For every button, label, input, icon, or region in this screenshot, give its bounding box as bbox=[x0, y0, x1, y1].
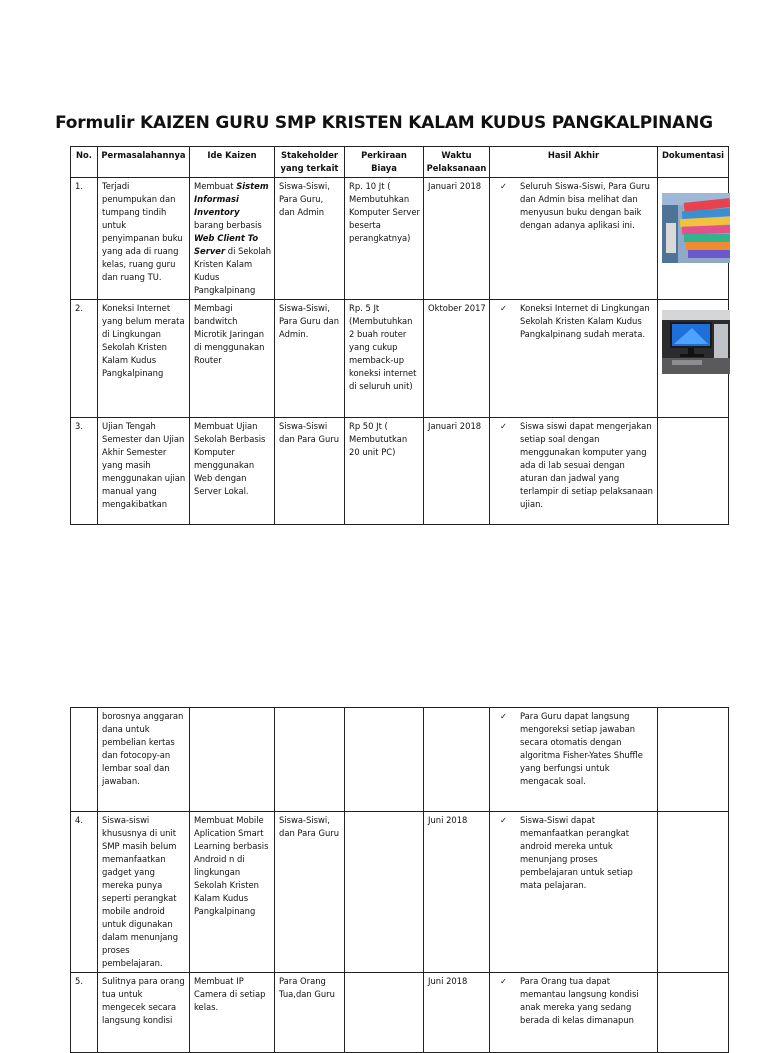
cell-no: 2. bbox=[71, 300, 98, 418]
check-mark-icon: ✓ bbox=[500, 421, 508, 431]
cell-stakeholder: Siswa-Siswi, Para Guru dan Admin. bbox=[275, 300, 345, 418]
cell-idea: Membagi bandwitch Microtik Jaringan di menggunakan Router bbox=[190, 300, 275, 418]
cell-result bbox=[490, 812, 658, 973]
cell-stakeholder: Siswa-Siswi dan Para Guru bbox=[275, 418, 345, 525]
cell-problem: Sulitnya para orang tua untuk mengecek secara langsung kondisi bbox=[98, 973, 190, 1053]
header-stakeholder: Stakeholder yang terkait bbox=[275, 147, 345, 178]
cell-result bbox=[490, 300, 658, 418]
idea-text: di Sekolah Kristen Kalam Kudus Pangkalpinang bbox=[194, 246, 272, 295]
result-text: Siswa-Siswi dapat memanfaatkan perangkat android mereka untuk menunjang proses pembelajaran untuk setiap mata pelajaran. bbox=[520, 815, 633, 890]
cell-no: 3. bbox=[71, 418, 98, 525]
cell-result bbox=[490, 973, 658, 1053]
cell-cost bbox=[345, 812, 424, 973]
table-row bbox=[71, 973, 729, 1053]
cell-documentation bbox=[658, 178, 729, 300]
check-mark-icon: ✓ bbox=[500, 181, 508, 191]
cell-idea: Membuat Mobile Aplication Smart Learning berbasis Android n di lingkungan Sekolah Kristen Kalam Kudus Pangkalpinang bbox=[190, 812, 275, 973]
cell-stakeholder bbox=[275, 708, 345, 812]
cell-documentation bbox=[658, 812, 729, 973]
kaizen-table-continued bbox=[70, 707, 729, 1053]
cell-time bbox=[424, 708, 490, 812]
cell-problem: Koneksi Internet yang belum merata di Lingkungan Sekolah Kristen Kalam Kudus Pangkalpinang bbox=[98, 300, 190, 418]
kaizen-table bbox=[70, 146, 729, 525]
cell-idea: Membuat Ujian Sekolah Berbasis Komputer menggunakan Web dengan Server Lokal. bbox=[190, 418, 275, 525]
check-mark-icon: ✓ bbox=[500, 815, 508, 825]
header-cost: Perkiraan Biaya bbox=[345, 147, 424, 178]
check-mark-icon: ✓ bbox=[500, 976, 508, 986]
cell-problem: Ujian Tengah Semester dan Ujian Akhir Semester yang masih menggunakan ujian manual yang mengakibatkan bbox=[98, 418, 190, 525]
idea-text: Membuat bbox=[194, 181, 237, 191]
cell-documentation bbox=[658, 973, 729, 1053]
result-text: Para Guru dapat langsung mengoreksi setiap jawaban secara otomatis dengan algoritma Fisher-Yates Shuffle yang berfungsi untuk mengacak soal. bbox=[520, 711, 643, 786]
cell-problem: Terjadi penumpukan dan tumpang tindih untuk penyimpanan buku yang ada di ruang kelas, ruang guru dan ruang TU. bbox=[98, 178, 190, 300]
check-mark-icon: ✓ bbox=[500, 303, 508, 313]
result-text: Koneksi Internet di Lingkungan Sekolah Kristen Kalam Kudus Pangkalpinang sudah merata. bbox=[520, 303, 650, 339]
table-row bbox=[71, 300, 729, 418]
computer-monitor-photo bbox=[662, 310, 730, 374]
cell-cost: Rp. 10 Jt ( Membutuhkan Komputer Server beserta perangkatnya) bbox=[345, 178, 424, 300]
header-result: Hasil Akhir bbox=[490, 147, 658, 178]
cell-no: 4. bbox=[71, 812, 98, 973]
table-row bbox=[71, 418, 729, 525]
cell-result bbox=[490, 418, 658, 525]
cell-stakeholder: Para Orang Tua,dan Guru bbox=[275, 973, 345, 1053]
cell-cost bbox=[345, 973, 424, 1053]
cell-time: Juni 2018 bbox=[424, 973, 490, 1053]
cell-idea bbox=[190, 708, 275, 812]
header-no: No. bbox=[71, 147, 98, 178]
check-mark-icon: ✓ bbox=[500, 711, 508, 721]
cell-result bbox=[490, 178, 658, 300]
header-problem: Permasalahannya bbox=[98, 147, 190, 178]
cell-idea: Membuat IP Camera di setiap kelas. bbox=[190, 973, 275, 1053]
table-row bbox=[71, 708, 729, 812]
cell-no bbox=[71, 708, 98, 812]
table-row bbox=[71, 178, 729, 300]
table-header-row bbox=[71, 147, 729, 178]
cell-cost bbox=[345, 708, 424, 812]
header-documentation: Dokumentasi bbox=[658, 147, 729, 178]
cell-time: Januari 2018 bbox=[424, 418, 490, 525]
cell-result bbox=[490, 708, 658, 812]
cell-no: 1. bbox=[71, 178, 98, 300]
cell-no: 5. bbox=[71, 973, 98, 1053]
cell-cost: Rp 50 Jt ( Membututkan 20 unit PC) bbox=[345, 418, 424, 525]
table-row bbox=[71, 812, 729, 973]
header-time: Waktu Pelaksanaan bbox=[424, 147, 490, 178]
cell-idea bbox=[190, 178, 275, 300]
idea-text: barang berbasis bbox=[194, 220, 262, 230]
cell-problem: borosnya anggaran dana untuk pembelian kertas dan fotocopy-an lembar soal dan jawaban. bbox=[98, 708, 190, 812]
header-idea: Ide Kaizen bbox=[190, 147, 275, 178]
result-text: Seluruh Siswa-Siswi, Para Guru dan Admin bisa melihat dan menyusun buku dengan baik dengan adanya aplikasi ini. bbox=[520, 181, 650, 230]
cell-time: Januari 2018 bbox=[424, 178, 490, 300]
cell-time: Juni 2018 bbox=[424, 812, 490, 973]
cell-time: Oktober 2017 bbox=[424, 300, 490, 418]
colorful-books-photo bbox=[662, 193, 730, 263]
cell-documentation bbox=[658, 300, 729, 418]
cell-cost: Rp. 5 Jt (Membutuhkan 2 buah router yang cukup memback-up koneksi internet di seluruh unit) bbox=[345, 300, 424, 418]
result-text: Para Orang tua dapat memantau langsung kondisi anak mereka yang sedang berada di kelas dimanapun bbox=[520, 976, 639, 1025]
result-text: Siswa siswi dapat mengerjakan setiap soal dengan menggunakan komputer yang ada di lab sesuai dengan aturan dan jadwal yang terlampir di setiap pelaksanaan ujian. bbox=[520, 421, 653, 509]
cell-stakeholder: Siswa-Siswi, dan Para Guru bbox=[275, 812, 345, 973]
cell-stakeholder: Siswa-Siswi, Para Guru, dan Admin bbox=[275, 178, 345, 300]
page-title: Formulir KAIZEN GURU SMP KRISTEN KALAM KUDUS PANGKALPINANG bbox=[55, 113, 713, 133]
cell-documentation bbox=[658, 418, 729, 525]
cell-problem: Siswa-siswi khususnya di unit SMP masih belum memanfaatkan gadget yang mereka punya seperti perangkat mobile android untuk digunakan dalam menunjang proses pembelajaran. bbox=[98, 812, 190, 973]
cell-documentation bbox=[658, 708, 729, 812]
idea-emphasis: Web Client To Server bbox=[194, 233, 259, 256]
idea-emphasis: Sistem Informasi Inventory bbox=[194, 181, 269, 217]
